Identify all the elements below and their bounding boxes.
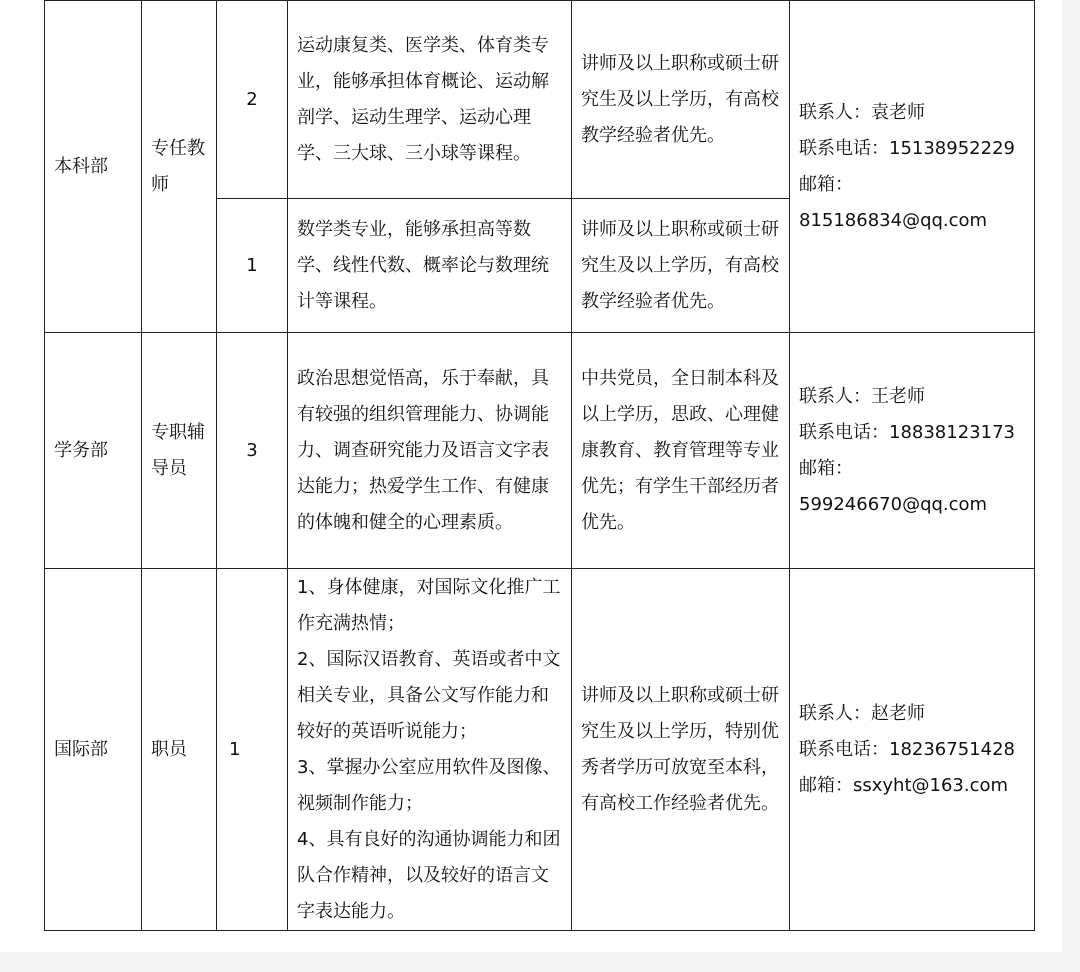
contact-email[interactable]: 815186834@qq.com: [799, 209, 988, 231]
count-cell: 2: [217, 1, 288, 199]
contact-cell: [790, 569, 1035, 931]
contact-person: 联系人：袁老师: [799, 101, 925, 123]
table-row: [45, 1, 1035, 199]
requirement-item: 3、掌握办公室应用软件及图像、视频制作能力；: [297, 756, 561, 814]
contact-email-label: 邮箱：: [799, 457, 853, 479]
contact-cell: [790, 1, 1035, 333]
contact-phone: 联系电话：18838123173: [799, 421, 1015, 443]
requirement-item: 2、国际汉语教育、英语或者中文相关专业，具备公文写作能力和较好的英语听说能力；: [297, 648, 561, 742]
requirements-cell: 数学类专业，能够承担高等数学、线性代数、概率论与数理统计等课程。: [288, 199, 572, 333]
position-cell: 专职辅导员: [142, 333, 217, 569]
position-cell: 职员: [142, 569, 217, 931]
requirements-cell: 运动康复类、医学类、体育类专业，能够承担体育概论、运动解剖学、运动生理学、运动心理学、三大球、三小球等课程。: [288, 1, 572, 199]
qualifications-cell: 中共党员，全日制本科及以上学历，思政、心理健康教育、教育管理等专业优先；有学生干部经历者优先。: [572, 333, 790, 569]
contact-email-label: 邮箱：: [799, 173, 853, 195]
department-cell: 学务部: [45, 333, 142, 569]
table-row: [45, 569, 1035, 931]
department-cell: 本科部: [45, 1, 142, 333]
position-cell: 专任教师: [142, 1, 217, 333]
qualifications-cell: 讲师及以上职称或硕士研究生及以上学历，特别优秀者学历可放宽至本科，有高校工作经验者优先。: [572, 569, 790, 931]
requirement-item: 4、具有良好的沟通协调能力和团队合作精神，以及较好的语言文字表达能力。: [297, 828, 561, 922]
contact-cell: [790, 333, 1035, 569]
contact-phone: 联系电话：15138952229: [799, 137, 1015, 159]
count-cell: 1: [217, 199, 288, 333]
count-cell: 1: [217, 569, 288, 931]
count-cell: 3: [217, 333, 288, 569]
contact-email[interactable]: 599246670@qq.com: [799, 493, 988, 515]
qualifications-cell: 讲师及以上职称或硕士研究生及以上学历，有高校教学经验者优先。: [572, 1, 790, 199]
requirement-item: 1、身体健康，对国际文化推广工作充满热情；: [297, 576, 561, 634]
table-row: [45, 333, 1035, 569]
contact-phone: 联系电话：18236751428: [799, 738, 1015, 760]
requirements-cell: [288, 569, 572, 931]
qualifications-cell: 讲师及以上职称或硕士研究生及以上学历，有高校教学经验者优先。: [572, 199, 790, 333]
requirements-cell: 政治思想觉悟高，乐于奉献，具有较强的组织管理能力、协调能力、调查研究能力及语言文字表达能力；热爱学生工作、有健康的体魄和健全的心理素质。: [288, 333, 572, 569]
contact-person: 联系人：王老师: [799, 385, 925, 407]
department-cell: 国际部: [45, 569, 142, 931]
contact-email[interactable]: 邮箱：ssxyht@163.com: [799, 774, 1009, 796]
recruitment-table: [44, 0, 1035, 931]
contact-person: 联系人：赵老师: [799, 702, 925, 724]
